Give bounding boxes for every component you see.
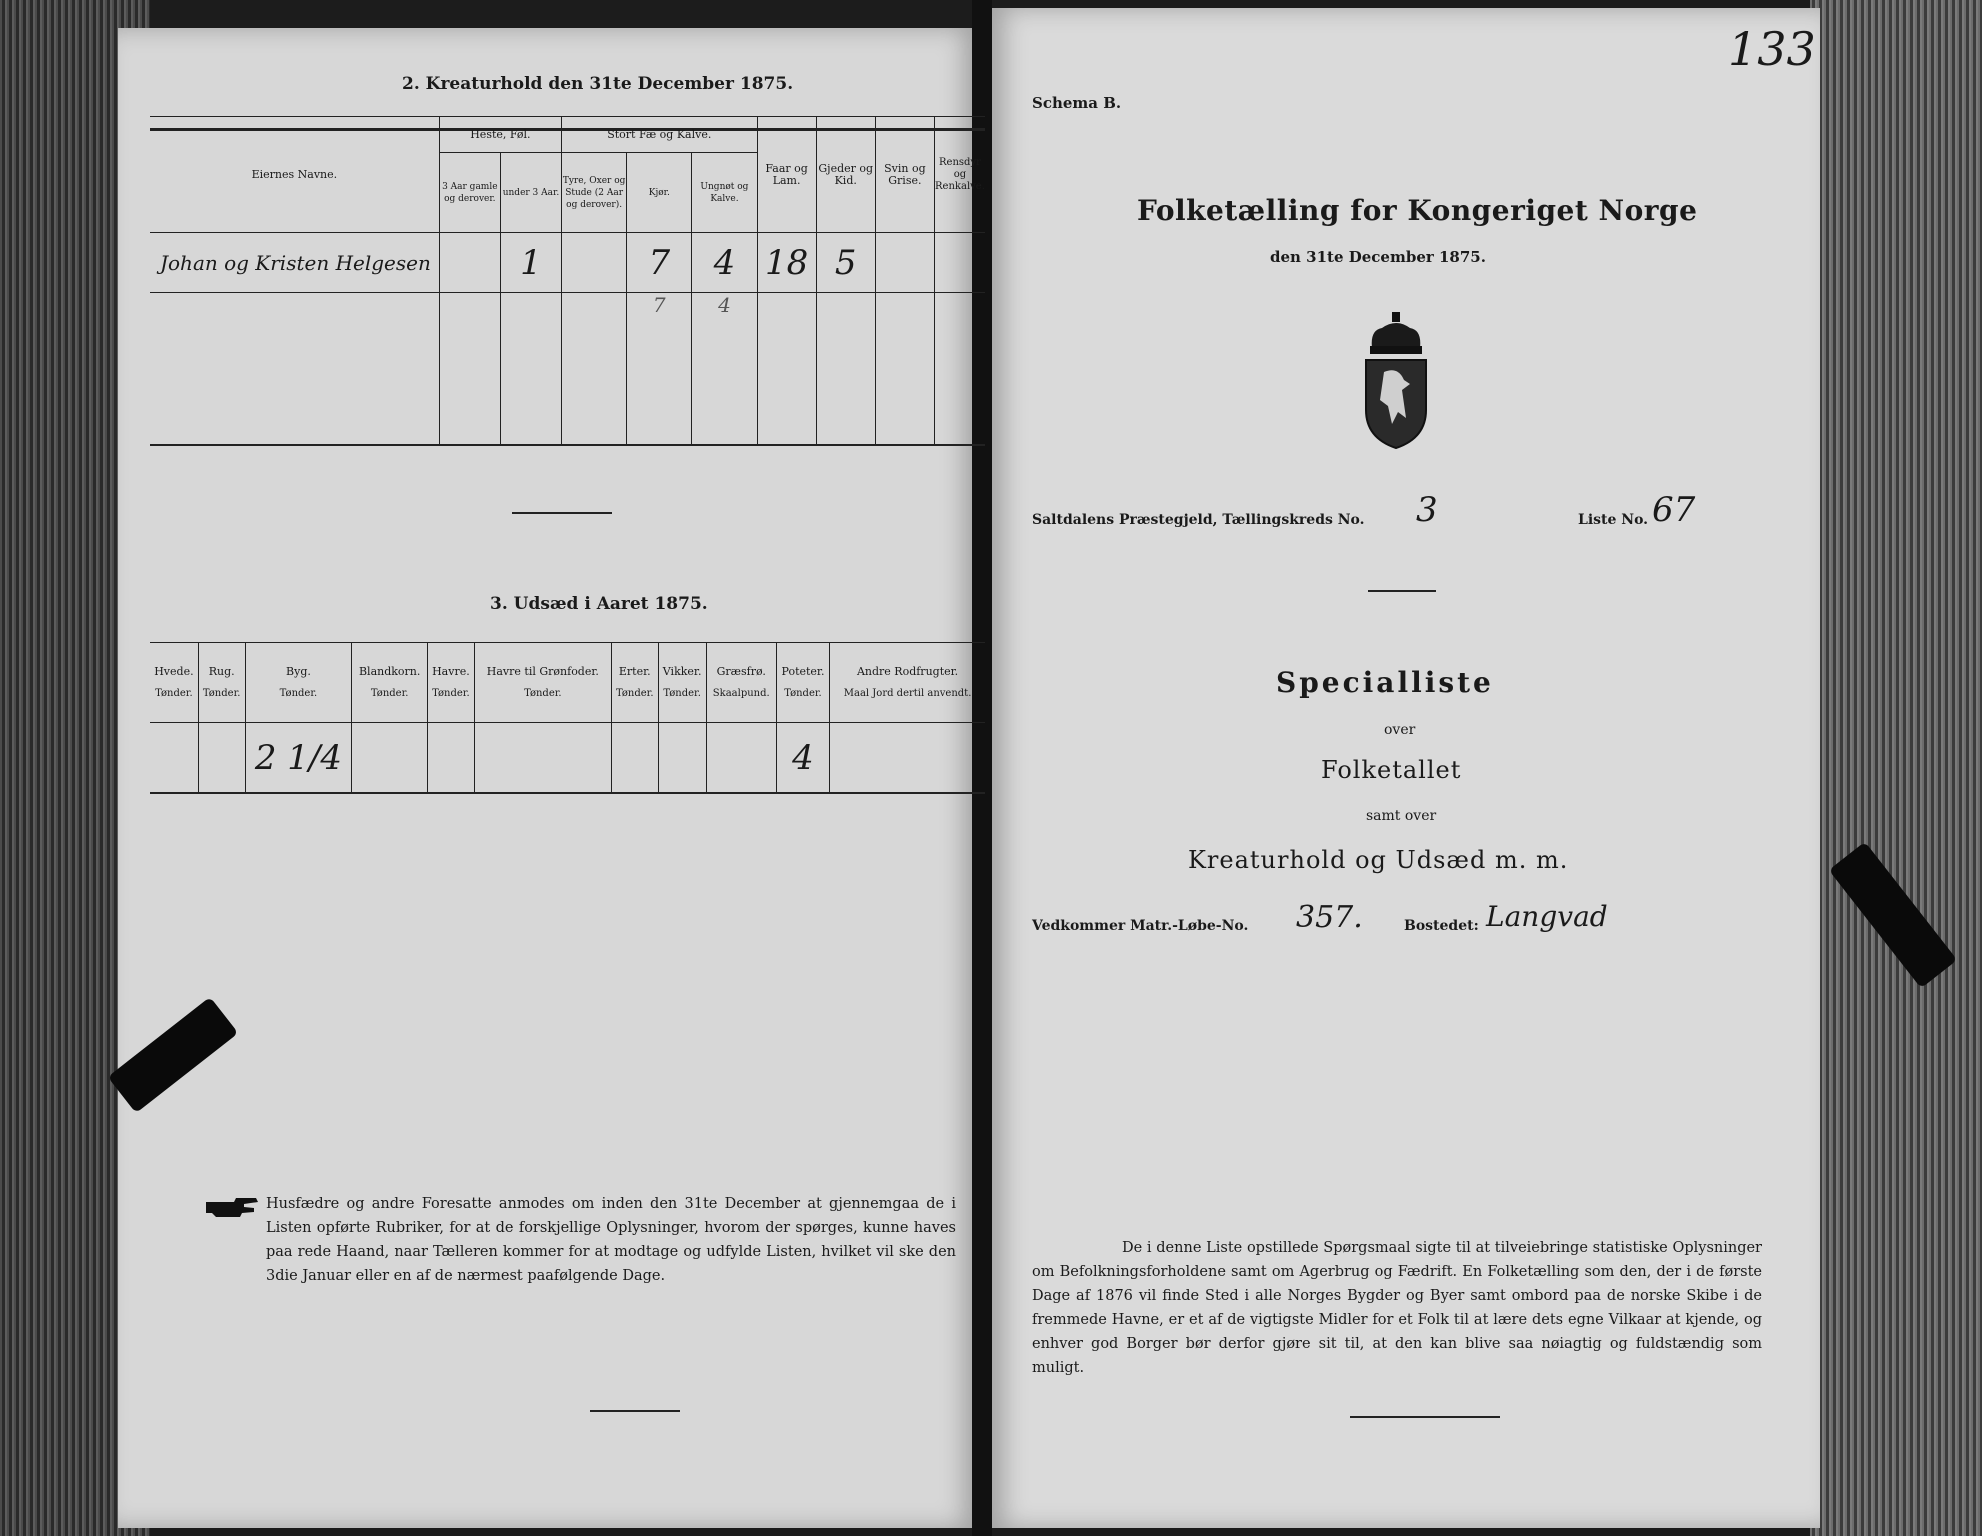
sowing-header-10: [830, 643, 985, 723]
sowing-unit-label: Tønder.: [663, 687, 701, 699]
sowing-unit-label: Tønder.: [784, 687, 822, 699]
reindeer-cell: [934, 233, 985, 293]
empty-cell: [562, 293, 627, 446]
horses-header: Heste, Føl.: [439, 117, 561, 153]
district-label: Tællingskreds No.: [1222, 512, 1365, 528]
pointing-hand-icon: [204, 1194, 260, 1220]
owner-name-cell: [150, 233, 439, 293]
sowing-crop-label: Rug.: [208, 664, 235, 678]
owner-header: Eiernes Navne.: [150, 117, 439, 233]
samt-over-label: samt over: [1366, 808, 1437, 824]
owner-name: Johan og Kristen Helgesen: [160, 250, 431, 275]
empty-cell: [875, 293, 934, 446]
sowing-value-cell: 2 1/4: [245, 723, 352, 793]
sowing-crop-label: Vikker.: [662, 664, 702, 678]
sowing-header-1: [198, 643, 245, 723]
sheep-header: Faar og Lam.: [757, 117, 816, 233]
bulls-cell: [562, 233, 627, 293]
young-cattle-cell: 4: [692, 233, 757, 293]
district-value: 3: [1416, 490, 1438, 530]
census-title: Folketælling for Kongeriget Norge: [1137, 194, 1698, 227]
census-explanation: De i denne Liste opstillede Spørgsmaal sigte til at tilveiebringe statistiske Oplysninger om Befolkningsforholdene samt om Agerbrug og Fædrift. En Folketælling som den, der i de første Dage af 1876 vil finde Sted i alle Norges Bygder og Byer samt ombord paa de norske Skibe i de fremmede Havne, er et af de vigtigste Midler for et Folk til at lære dets egne Vilkaar at kjende, og enhver god Borger bør derfor gjøre sit til, at den kan blive saa nøiagtig og fuldstændig som muligt.: [1032, 1240, 1762, 1376]
parish-line: [1032, 512, 1365, 528]
sowing-value-cell: [706, 723, 776, 793]
bosted-value: Langvad: [1486, 900, 1608, 933]
empty-cell: [934, 293, 985, 446]
sowing-value-cell: [830, 723, 985, 793]
sowing-header-5: [474, 643, 611, 723]
bosted-label: Bostedet:: [1404, 918, 1479, 934]
cows-cell: 7: [627, 233, 692, 293]
matr-label: Vedkommer Matr.-Løbe-No.: [1032, 918, 1249, 934]
sowing-header-0: [150, 643, 198, 723]
section-divider: [512, 512, 612, 514]
sowing-header-6: [611, 643, 658, 723]
title-divider: [1368, 590, 1436, 592]
young-cattle-header: Ungnøt og Kalve.: [692, 153, 757, 233]
population-label: Folketallet: [1321, 756, 1462, 784]
empty-cell: [500, 293, 561, 446]
sowing-header-8: [706, 643, 776, 723]
over-label: over: [1384, 722, 1416, 738]
reindeer-header: Rensdyr og Renkalve.: [934, 117, 985, 233]
horses-old-cell: [439, 233, 500, 293]
sowing-header-7: [658, 643, 706, 723]
pigs-cell: [875, 233, 934, 293]
census-date: den 31te December 1875.: [1270, 248, 1486, 266]
bulls-header: Tyre, Oxer og Stude (2 Aar og derover).: [562, 153, 627, 233]
household-notice: Husfædre og andre Foresatte anmodes om inden den 31te December at gjennemgaa de i Listen opførte Rubriker, for at de forskjellige Oplysninger, hvorom der spørges, kunne haves paa rede Haand, naar Tælleren kommer for at modtage og udfylde Listen, hvilket vil ske den 3die Januar eller en af de nærmest paafølgende Dage.: [266, 1196, 956, 1284]
sowing-unit-label: Tønder.: [202, 687, 241, 699]
sowing-unit-label: Maal Jord dertil anvendt.: [843, 687, 972, 699]
sowing-value-cell: [150, 723, 198, 793]
empty-cell: [150, 293, 439, 446]
horses-young-header: under 3 Aar.: [500, 153, 561, 233]
coat-of-arms-icon: [1358, 310, 1434, 450]
sowing-crop-label: Byg.: [286, 664, 311, 678]
sowing-value-cell: 4: [776, 723, 829, 793]
parish-label: Saltdalens Præstegjeld,: [1032, 512, 1218, 528]
page-number: 133: [1728, 22, 1816, 76]
list-label: Liste No.: [1578, 512, 1649, 528]
footer-rule: [1350, 1416, 1500, 1418]
sowing-crop-label: Erter.: [618, 664, 651, 678]
list-value: 67: [1652, 490, 1696, 530]
special-list-title: Specialliste: [1276, 666, 1494, 699]
schema-label: Schema B.: [1032, 94, 1122, 112]
cattle-header: Stort Fæ og Kalve.: [562, 117, 757, 153]
sowing-value-cell: [611, 723, 658, 793]
sowing-crop-label: Hvede.: [154, 664, 194, 678]
empty-cell: [757, 293, 816, 446]
sowing-unit-label: Tønder.: [155, 687, 193, 699]
goats-cell: 5: [816, 233, 875, 293]
sheep-cell: 18: [757, 233, 816, 293]
sowing-crop-label: Andre Rodfrugter.: [856, 664, 959, 678]
sowing-crop-label: Poteter.: [781, 664, 825, 678]
book-edge-right: [1810, 0, 1982, 1536]
empty-cell: [816, 293, 875, 446]
sowing-unit-label: Skaalpund.: [712, 687, 770, 699]
sowing-unit-label: Tønder.: [615, 687, 654, 699]
sowing-table: [150, 642, 985, 794]
young-pencil-note: 4: [692, 293, 757, 446]
sowing-value-cell: [198, 723, 245, 793]
cows-header: Kjør.: [627, 153, 692, 233]
sowing-crop-label: Havre.: [432, 664, 470, 678]
sowing-unit-label: Tønder.: [432, 687, 470, 699]
sowing-value-cell: [352, 723, 428, 793]
sowing-value-cell: [658, 723, 706, 793]
empty-cell: [439, 293, 500, 446]
livestock-section-title: 2. Kreaturhold den 31te December 1875.: [402, 74, 794, 94]
horses-old-header: 3 Aar gamle og derover.: [439, 153, 500, 233]
sowing-crop-label: Havre til Grønfoder.: [486, 664, 599, 678]
sowing-value-cell: [428, 723, 475, 793]
matr-value: 357.: [1296, 900, 1363, 935]
sowing-unit-label: Tønder.: [279, 687, 318, 699]
livestock-table: [150, 116, 985, 446]
sowing-header-4: [428, 643, 475, 723]
pigs-header: Svin og Grise.: [875, 117, 934, 233]
cows-pencil-note: 7: [627, 293, 692, 446]
sowing-header-2: [245, 643, 352, 723]
notice-end-rule: [590, 1410, 680, 1412]
goats-header: Gjeder og Kid.: [816, 117, 875, 233]
sowing-value-cell: [474, 723, 611, 793]
sowing-section-title: 3. Udsæd i Aaret 1875.: [490, 594, 708, 614]
sowing-crop-label: Blandkorn.: [358, 664, 421, 678]
sowing-unit-label: Tønder.: [524, 687, 562, 699]
sowing-header-9: [776, 643, 829, 723]
sowing-header-3: [352, 643, 428, 723]
sowing-crop-label: Græsfrø.: [716, 664, 766, 678]
horses-young-cell: 1: [500, 233, 561, 293]
sowing-unit-label: Tønder.: [370, 687, 409, 699]
livestock-sowing-label: Kreaturhold og Udsæd m. m.: [1188, 846, 1569, 874]
